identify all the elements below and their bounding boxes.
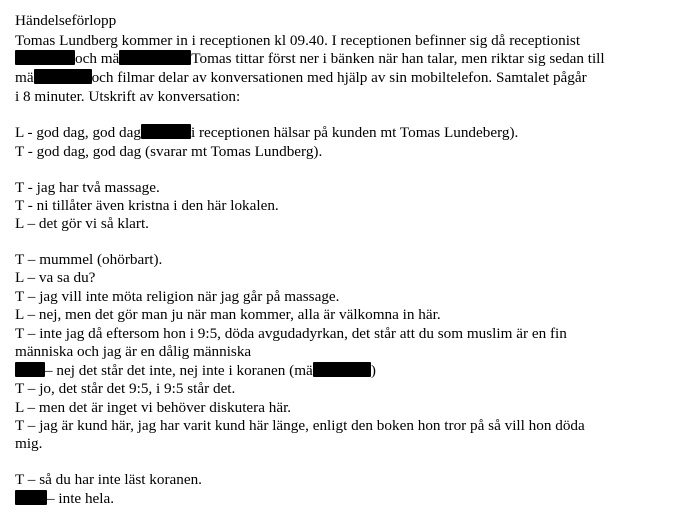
- dialogue-line-1-part-b: i receptionen hälsar på kunden mt Tomas Lundeberg).: [190, 124, 519, 141]
- intro-line-2-part-a: och mä: [75, 50, 120, 67]
- intro-line-3-part-a: mä: [15, 69, 34, 86]
- dialogue-line-12-part-b: ): [370, 362, 376, 379]
- dialogue-line-2: T - god dag, god dag (svarar mt Tomas Lundberg).: [15, 143, 323, 160]
- redaction-bar: [15, 490, 47, 505]
- dialogue-line-10: T – inte jag då eftersom hon i 9:5, döda avgudadyrkan, det står att du som muslim är en fin: [15, 325, 567, 342]
- dialogue-line-8: T – jag vill inte möta religion när jag går på massage.: [15, 288, 340, 305]
- dialogue-line-14: L – men det är inget vi behöver diskutera här.: [15, 399, 292, 416]
- intro-line-1: Tomas Lundberg kommer in i receptionen kl 09.40. I receptionen befinner sig då receptionist: [15, 32, 581, 49]
- dialogue-line-16: mig.: [15, 435, 43, 452]
- dialogue-line-1: [15, 124, 518, 142]
- dialogue-line-3: T - jag har två massage.: [15, 179, 160, 196]
- intro-line-2: [15, 50, 605, 68]
- dialogue-line-18: [15, 490, 114, 508]
- dialogue-line-18-text: – inte hela.: [47, 490, 115, 507]
- redaction-bar: [119, 50, 191, 65]
- redaction-bar: [141, 124, 191, 139]
- intro-line-3-part-b: och filmar delar av konversationen med hjälp av sin mobiltelefon. Samtalet pågår: [91, 69, 587, 86]
- dialogue-line-12-part-a: – nej det står det inte, nej inte i koranen (mä: [45, 362, 313, 379]
- dialogue-line-7: L – va sa du?: [15, 269, 96, 286]
- dialogue-line-15: T – jag är kund här, jag har varit kund här länge, enligt den boken hon tror på så vill hon döda: [15, 417, 585, 434]
- dialogue-line-5: L – det gör vi så klart.: [15, 215, 149, 232]
- dialogue-line-17: T – så du har inte läst koranen.: [15, 471, 202, 488]
- intro-line-4: i 8 minuter. Utskrift av konversation:: [15, 88, 241, 105]
- dialogue-line-12: [15, 362, 376, 380]
- redaction-bar: [15, 362, 45, 377]
- redaction-bar: [34, 69, 92, 84]
- redaction-bar: [15, 50, 75, 65]
- dialogue-line-4: T - ni tillåter även kristna i den här lokalen.: [15, 197, 279, 214]
- redaction-bar: [313, 362, 371, 377]
- dialogue-line-6: T – mummel (ohörbart).: [15, 251, 163, 268]
- dialogue-line-9: L – nej, men det gör man ju när man kommer, alla är välkomna in här.: [15, 306, 441, 323]
- intro-line-3: [15, 69, 587, 87]
- dialogue-line-1-part-a: L - god dag, god dag: [15, 124, 141, 141]
- dialogue-line-13: T – jo, det står det 9:5, i 9:5 står det.: [15, 380, 236, 397]
- document-heading: Händelseförlopp: [15, 12, 117, 29]
- intro-line-2-part-b: Tomas tittar först ner i bänken när han talar, men riktar sig sedan till: [191, 50, 605, 67]
- dialogue-line-11: människa och jag är en dålig människa: [15, 343, 252, 360]
